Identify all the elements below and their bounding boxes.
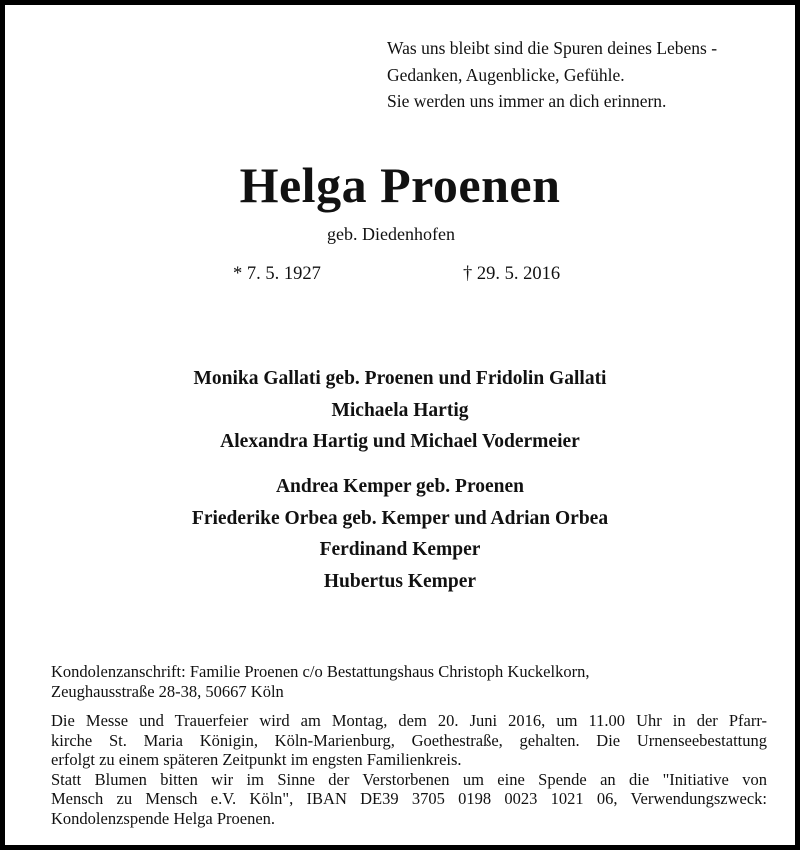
ceremony-details xyxy=(51,711,767,828)
mourners-group-2 xyxy=(5,471,795,597)
info-line: kirche St. Maria Königin, Köln-Marienburg, Goethestraße, gehalten. Die Urnenseebestattung xyxy=(51,730,767,750)
mourner-line: Ferdinand Kemper xyxy=(319,539,481,560)
mourner-line: Andrea Kemper geb. Proenen xyxy=(275,476,525,497)
info-line: Kondolenzanschrift: Familie Proenen c/o Bestattungshaus Christoph Kuckelkorn, xyxy=(51,662,590,681)
mourner-line: Michaela Hartig xyxy=(331,399,469,421)
mourner-line: Monika Gallati geb. Proenen und Fridolin Gallati xyxy=(193,368,607,389)
info-line: erfolgt zu einem späteren Zeitpunkt im engsten Familienkreis. xyxy=(51,750,462,769)
info-line: Zeughausstraße 28-38, 50667 Köln xyxy=(51,681,284,701)
birth-name: geb. Diedenhofen xyxy=(327,224,455,244)
info-line: Mensch zu Mensch e.V. Köln", IBAN DE39 3705 0198 0023 1021 06, Verwendungszweck: xyxy=(51,789,767,808)
mourner-line: Friederike Orbea geb. Kemper und Adrian Orbea xyxy=(191,507,609,529)
info-line: Statt Blumen bitten wir im Sinne der Verstorbenen um eine Spende an die "Initiative von xyxy=(51,769,767,789)
info-line: Die Messe und Trauerfeier wird am Montag, dem 20. Juni 2016, um 11.00 Uhr in der Pfarr- xyxy=(51,711,767,730)
info-line: Kondolenzspende Helga Proenen. xyxy=(51,808,276,828)
poem-line: Was uns bleibt sind die Spuren deines Lebens - xyxy=(387,38,718,58)
death-date: † 29. 5. 2016 xyxy=(463,264,561,284)
mourner-line: Hubertus Kemper xyxy=(323,570,477,592)
poem-line: Sie werden uns immer an dich erinnern. xyxy=(387,91,667,111)
mourner-line: Alexandra Hartig und Michael Vodermeier xyxy=(220,431,580,452)
deceased-name: Helga Proenen xyxy=(239,157,561,213)
condolence-address xyxy=(51,662,767,701)
poem-line: Gedanken, Augenblicke, Gefühle. xyxy=(387,64,625,85)
memorial-poem xyxy=(387,35,717,115)
mourners-group-1 xyxy=(5,363,795,458)
birth-date: * 7. 5. 1927 xyxy=(233,264,321,284)
